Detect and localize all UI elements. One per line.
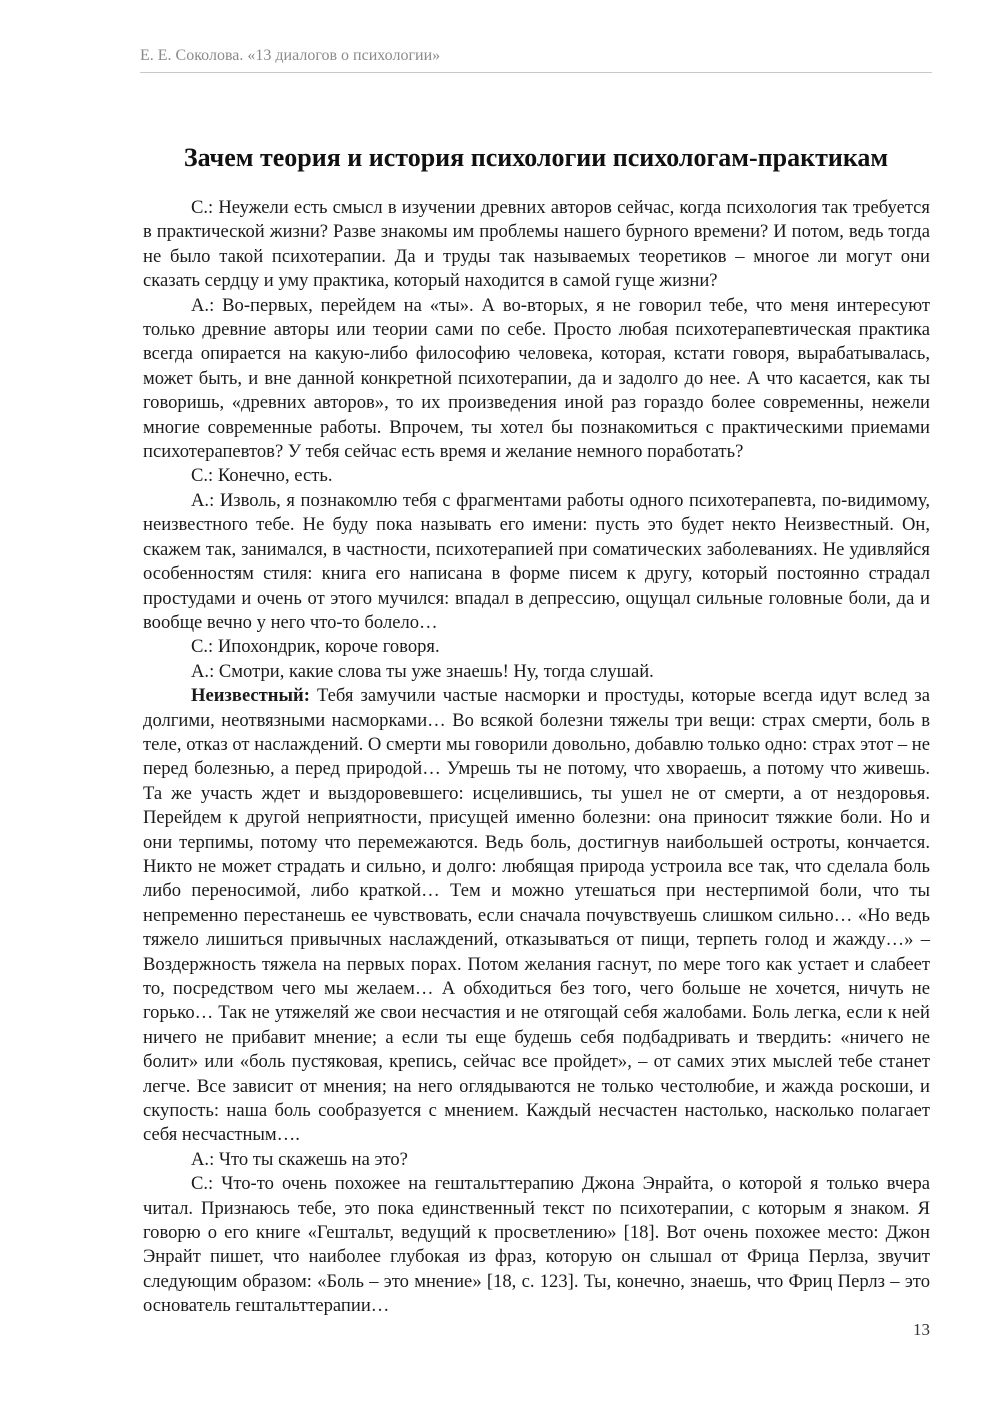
paragraph: С.: Неужели есть смысл в изучении древних авторов сейчас, когда психология так требуется в практической жизни? Разве знакомы им проблемы нашего бурного времени? И потом, ведь тогда не было такой психотерапии. Да и труды так называемых теоретиков – многое ли могут они сказать сердцу и уму практика, который находится в самой гуще жизни? [143, 197, 930, 292]
paragraph: А.: Во-первых, перейдем на «ты». А во-вторых, я не говорил тебе, что меня интересуют только древние авторы или теории сами по себе. Просто любая психотерапевтическая практика всегда опирается на какую-либо философию человека, которая, кстати говоря, вырабатывалась, может быть, и вне данной конкретной психотерапии, да и задолго до нее. А что касается, как ты говоришь, «древних авторов», то их произведения иной раз гораздо более современны, нежели многие современные работы. Впрочем, ты хотел бы познакомиться с практическими приемами психотерапевтов? У тебя сейчас есть время и желание немного поработать? [143, 294, 930, 463]
paragraph: С.: Ипохондрик, короче говоря. [191, 636, 440, 658]
page-number: 13 [913, 1320, 930, 1339]
paragraph: С.: Что-то очень похожее на гештальттерапию Джона Энрайта, о которой я только вчера читал. Признаюсь тебе, это пока единственный текст по психотерапии, с которым я знаком. Я говорю о его книге «Гештальт, ведущий к просветлению» [18]. Вот очень похожее место: Джон Энрайт пишет, что наиболее глубокая из фраз, которую он слышал от Фрица Перлза, звучит следующим образом: «Боль – это мнение» [18, с. 123]. Ты, конечно, знаешь, что Фриц Перлз – это основатель гештальттерапии… [143, 1173, 930, 1317]
header-divider [140, 72, 932, 73]
running-header: Е. Е. Соколова. «13 диалогов о психологии» [140, 47, 441, 64]
paragraph: А.: Изволь, я познакомлю тебя с фрагментами работы одного психотерапевта, по-видимому, неизвестного тебе. Не буду пока называть его имени: пусть это будет некто Неизвестный. Он, скажем так, занимался, в частности, психотерапией при соматических заболеваниях. Не удивляйся особенностям стиля: книга его написана в форме писем к другу, который постоянно страдал простудами и очень от этого мучился: впадал в депрессию, ощущал сильные головные боли, да и вообще вечно у него что-то болело… [143, 489, 930, 633]
paragraph: А.: Смотри, какие слова ты уже знаешь! Ну, тогда слушай. [191, 660, 654, 682]
paragraph: С.: Конечно, есть. [191, 465, 333, 487]
section-title: Зачем теория и история психологии психологам-практикам [183, 143, 889, 172]
body-text [143, 196, 930, 1319]
paragraph: А.: Что ты скажешь на это? [191, 1148, 408, 1170]
paragraph: Неизвестный: Тебя замучили частые насморки и простуды, которые всегда идут вслед за долгими, неотвязными насморками… Во всякой болезни тяжелы три вещи: страх смерти, боль в теле, отказ от наслаждений. О смерти мы говорили довольно, добавлю только одно: страх этот – не перед болезнью, а перед природой… Умрешь ты не потому, что хвораешь, а потому что живешь. Та же участь ждет и выздоровевшего: исцелившись, ты ушел не от смерти, а от нездоровья. Перейдем к другой неприятности, присущей именно болезни: она приносит тяжкие боли. Но и они терпимы, потому что перемежаются. Ведь боль, достигнув наибольшей остроты, кончается. Никто не может страдать и сильно, и долго: любящая природа устроила все так, что сделала боль либо переносимой, либо краткой… Тем и можно утешаться при нестерпимой боли, что ты непременно перестанешь ее чувствовать, если сначала почувствуешь слишком сильно… «Но ведь тяжело лишиться привычных наслаждений, отказываться от пищи, терпеть голод и жажду…» – Воздержность тяжела на первых порах. Потом желания гаснут, по мере того как устает и слабеет то, посредством чего мы желаем… А обходиться без того, чего больше не хочется, ничуть не горько… Так не утяжеляй же свои несчастия и не отягощай себя жалобами. Боль легка, если к ней ничего не прибавит мнение; а если ты еще будешь себя подбадривать и твердить: «ничего не болит» или «боль пустяковая, крепись, сейчас все пройдет», – от самих этих мыслей тебе станет легче. Все зависит от мнения; на него оглядываются не только честолюбие, и жажда роскоши, и скупость: наша боль сообразуется с мнением. Каждый несчастен настолько, насколько полагает себя несчастным…. [143, 685, 931, 1146]
speaker-label: Неизвестный: [191, 685, 310, 707]
